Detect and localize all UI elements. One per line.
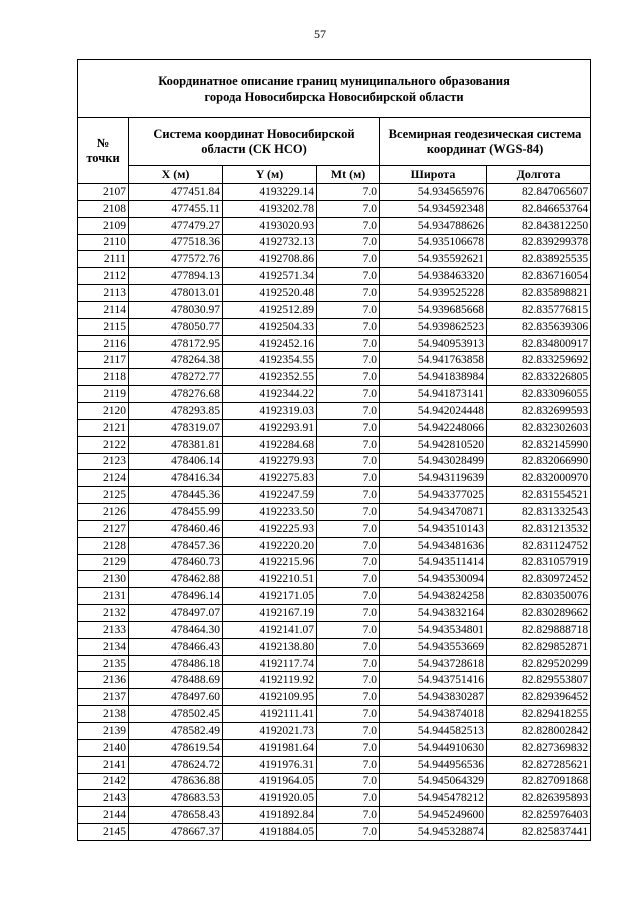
mt-cell: 7.0 — [317, 723, 380, 740]
table-row — [78, 520, 591, 537]
y-cell: 4192021.73 — [223, 723, 317, 740]
y-cell: 4192109.95 — [223, 689, 317, 706]
wgs-system-header-line-1: Всемирная геодезическая система — [388, 126, 582, 141]
x-cell: 478276.68 — [129, 386, 223, 403]
x-cell: 478462.88 — [129, 571, 223, 588]
mt-cell: 7.0 — [317, 419, 380, 436]
table-row — [78, 537, 591, 554]
longitude-cell: 82.826395893 — [487, 790, 591, 807]
longitude-cell: 82.833096055 — [487, 386, 591, 403]
longitude-cell: 82.835639306 — [487, 318, 591, 335]
mt-cell: 7.0 — [317, 588, 380, 605]
x-cell: 478658.43 — [129, 807, 223, 824]
y-cell: 4191976.31 — [223, 756, 317, 773]
longitude-cell: 82.832066990 — [487, 453, 591, 470]
mt-cell: 7.0 — [317, 301, 380, 318]
mt-cell: 7.0 — [317, 352, 380, 369]
table-row — [78, 386, 591, 403]
y-cell: 4192520.48 — [223, 285, 317, 302]
table-row — [78, 504, 591, 521]
longitude-cell: 82.829553807 — [487, 672, 591, 689]
y-cell: 4192284.68 — [223, 436, 317, 453]
x-cell: 477518.36 — [129, 234, 223, 251]
y-cell: 4192344.22 — [223, 386, 317, 403]
longitude-cell: 82.825837441 — [487, 824, 591, 841]
table-row — [78, 790, 591, 807]
x-cell: 478319.07 — [129, 419, 223, 436]
y-cell: 4192354.55 — [223, 352, 317, 369]
point-number-cell: 2132 — [78, 605, 129, 622]
mt-cell: 7.0 — [317, 251, 380, 268]
y-cell: 4192119.92 — [223, 672, 317, 689]
longitude-cell: 82.830350076 — [487, 588, 591, 605]
latitude-cell: 54.943470871 — [380, 504, 487, 521]
point-number-cell: 2120 — [78, 402, 129, 419]
y-cell: 4193229.14 — [223, 184, 317, 201]
latitude-cell: 54.944582513 — [380, 723, 487, 740]
x-cell: 478488.69 — [129, 672, 223, 689]
table-row — [78, 436, 591, 453]
y-cell: 4192352.55 — [223, 369, 317, 386]
y-cell: 4192504.33 — [223, 318, 317, 335]
longitude-cell: 82.831213532 — [487, 520, 591, 537]
table-row — [78, 335, 591, 352]
x-cell: 478582.49 — [129, 723, 223, 740]
point-number-cell: 2144 — [78, 807, 129, 824]
longitude-cell: 82.832000970 — [487, 470, 591, 487]
mt-cell: 7.0 — [317, 790, 380, 807]
point-number-cell: 2131 — [78, 588, 129, 605]
longitude-cell: 82.827285621 — [487, 756, 591, 773]
x-cell: 478667.37 — [129, 824, 223, 841]
y-header: Y (м) — [223, 166, 317, 184]
table-row — [78, 824, 591, 841]
point-number-cell: 2141 — [78, 756, 129, 773]
table-row — [78, 689, 591, 706]
local-system-header-line-1: Система координат Новосибирской — [153, 126, 355, 141]
latitude-cell: 54.943534801 — [380, 621, 487, 638]
point-number-cell: 2145 — [78, 824, 129, 841]
y-cell: 4193020.93 — [223, 217, 317, 234]
mt-cell: 7.0 — [317, 504, 380, 521]
point-number-cell: 2111 — [78, 251, 129, 268]
mt-cell: 7.0 — [317, 436, 380, 453]
x-cell: 478272.77 — [129, 369, 223, 386]
longitude-cell: 82.834800917 — [487, 335, 591, 352]
latitude-cell: 54.942024448 — [380, 402, 487, 419]
point-number-cell: 2137 — [78, 689, 129, 706]
point-number-cell: 2126 — [78, 504, 129, 521]
mt-cell: 7.0 — [317, 335, 380, 352]
table-row — [78, 672, 591, 689]
latitude-cell: 54.945478212 — [380, 790, 487, 807]
mt-cell: 7.0 — [317, 184, 380, 201]
point-number-header — [78, 118, 129, 184]
x-cell: 478619.54 — [129, 739, 223, 756]
latitude-cell: 54.942248066 — [380, 419, 487, 436]
mt-cell: 7.0 — [317, 621, 380, 638]
mt-cell: 7.0 — [317, 807, 380, 824]
latitude-cell: 54.943832164 — [380, 605, 487, 622]
x-cell: 478624.72 — [129, 756, 223, 773]
y-cell: 4192452.16 — [223, 335, 317, 352]
y-cell: 4192732.13 — [223, 234, 317, 251]
x-cell: 478460.46 — [129, 520, 223, 537]
x-cell: 478264.38 — [129, 352, 223, 369]
point-number-cell: 2130 — [78, 571, 129, 588]
y-cell: 4192279.93 — [223, 453, 317, 470]
point-number-cell: 2121 — [78, 419, 129, 436]
mt-cell: 7.0 — [317, 605, 380, 622]
mt-cell: 7.0 — [317, 520, 380, 537]
table-row — [78, 184, 591, 201]
latitude-cell: 54.941873141 — [380, 386, 487, 403]
point-number-cell: 2127 — [78, 520, 129, 537]
mt-cell: 7.0 — [317, 200, 380, 217]
latitude-cell: 54.943119639 — [380, 470, 487, 487]
latitude-cell: 54.942810520 — [380, 436, 487, 453]
table-row — [78, 487, 591, 504]
longitude-cell: 82.831554521 — [487, 487, 591, 504]
table-row — [78, 621, 591, 638]
y-cell: 4192215.96 — [223, 554, 317, 571]
table-row — [78, 369, 591, 386]
y-cell: 4192247.59 — [223, 487, 317, 504]
table-row — [78, 571, 591, 588]
mt-cell: 7.0 — [317, 824, 380, 841]
point-number-cell: 2113 — [78, 285, 129, 302]
longitude-cell: 82.829418255 — [487, 706, 591, 723]
point-number-cell: 2119 — [78, 386, 129, 403]
longitude-cell: 82.829888718 — [487, 621, 591, 638]
y-cell: 4192319.03 — [223, 402, 317, 419]
table-row — [78, 318, 591, 335]
y-cell: 4192512.89 — [223, 301, 317, 318]
latitude-cell: 54.945249600 — [380, 807, 487, 824]
longitude-cell: 82.832145990 — [487, 436, 591, 453]
x-cell: 478683.53 — [129, 790, 223, 807]
point-number-cell: 2112 — [78, 268, 129, 285]
latitude-cell: 54.938463320 — [380, 268, 487, 285]
latitude-cell: 54.939685668 — [380, 301, 487, 318]
x-cell: 478416.34 — [129, 470, 223, 487]
y-cell: 4192220.20 — [223, 537, 317, 554]
mt-cell: 7.0 — [317, 689, 380, 706]
table-row — [78, 756, 591, 773]
y-cell: 4192233.50 — [223, 504, 317, 521]
x-cell: 478502.45 — [129, 706, 223, 723]
latitude-cell: 54.943481636 — [380, 537, 487, 554]
x-cell: 478030.97 — [129, 301, 223, 318]
y-cell: 4191920.05 — [223, 790, 317, 807]
point-number-cell: 2109 — [78, 217, 129, 234]
mt-cell: 7.0 — [317, 773, 380, 790]
table-row — [78, 638, 591, 655]
x-cell: 478455.99 — [129, 504, 223, 521]
longitude-cell: 82.835898821 — [487, 285, 591, 302]
longitude-cell: 82.831332543 — [487, 504, 591, 521]
coordinates-table — [77, 59, 591, 841]
point-number-cell: 2116 — [78, 335, 129, 352]
mt-cell: 7.0 — [317, 554, 380, 571]
y-cell: 4192167.19 — [223, 605, 317, 622]
point-number-cell: 2128 — [78, 537, 129, 554]
local-system-header-line-2: области (СК НСО) — [201, 141, 307, 156]
x-cell: 477455.11 — [129, 200, 223, 217]
x-cell: 477479.27 — [129, 217, 223, 234]
latitude-cell: 54.939525228 — [380, 285, 487, 302]
mt-cell: 7.0 — [317, 318, 380, 335]
latitude-cell: 54.934565976 — [380, 184, 487, 201]
mt-cell: 7.0 — [317, 739, 380, 756]
x-cell: 478172.95 — [129, 335, 223, 352]
mt-cell: 7.0 — [317, 571, 380, 588]
table-row — [78, 402, 591, 419]
longitude-cell: 82.832302603 — [487, 419, 591, 436]
latitude-header: Широта — [380, 166, 487, 184]
longitude-cell: 82.827091868 — [487, 773, 591, 790]
mt-header: Mt (м) — [317, 166, 380, 184]
point-number-cell: 2124 — [78, 470, 129, 487]
table-row — [78, 588, 591, 605]
x-cell: 477572.76 — [129, 251, 223, 268]
table-row — [78, 706, 591, 723]
longitude-cell: 82.830289662 — [487, 605, 591, 622]
longitude-cell: 82.829852871 — [487, 638, 591, 655]
table-row — [78, 605, 591, 622]
mt-cell: 7.0 — [317, 638, 380, 655]
longitude-cell: 82.836716054 — [487, 268, 591, 285]
longitude-cell: 82.831057919 — [487, 554, 591, 571]
point-number-cell: 2114 — [78, 301, 129, 318]
longitude-cell: 82.831124752 — [487, 537, 591, 554]
table-title — [78, 60, 591, 118]
point-number-cell: 2133 — [78, 621, 129, 638]
point-number-cell: 2135 — [78, 655, 129, 672]
longitude-cell: 82.839299378 — [487, 234, 591, 251]
longitude-cell: 82.847065607 — [487, 184, 591, 201]
y-cell: 4192571.34 — [223, 268, 317, 285]
x-cell: 478497.07 — [129, 605, 223, 622]
y-cell: 4192210.51 — [223, 571, 317, 588]
x-cell: 478486.18 — [129, 655, 223, 672]
point-number-cell: 2122 — [78, 436, 129, 453]
latitude-cell: 54.943377025 — [380, 487, 487, 504]
latitude-cell: 54.945064329 — [380, 773, 487, 790]
x-cell: 477894.13 — [129, 268, 223, 285]
point-number-header-line-1: № — [96, 135, 110, 150]
x-cell: 478460.73 — [129, 554, 223, 571]
x-cell: 478496.14 — [129, 588, 223, 605]
x-cell: 478013.01 — [129, 285, 223, 302]
y-cell: 4192708.86 — [223, 251, 317, 268]
mt-cell: 7.0 — [317, 453, 380, 470]
latitude-cell: 54.943553669 — [380, 638, 487, 655]
point-number-cell: 2134 — [78, 638, 129, 655]
longitude-cell: 82.829396452 — [487, 689, 591, 706]
longitude-cell: 82.833259692 — [487, 352, 591, 369]
latitude-cell: 54.943830287 — [380, 689, 487, 706]
point-number-cell: 2142 — [78, 773, 129, 790]
point-number-header-line-2: точки — [86, 150, 120, 165]
table-row — [78, 419, 591, 436]
local-system-header — [129, 118, 380, 166]
point-number-cell: 2136 — [78, 672, 129, 689]
table-row — [78, 301, 591, 318]
title-line-1: Координатное описание границ муниципального образования — [158, 73, 510, 88]
table-row — [78, 268, 591, 285]
latitude-cell: 54.945328874 — [380, 824, 487, 841]
mt-cell: 7.0 — [317, 537, 380, 554]
table-row — [78, 773, 591, 790]
mt-cell: 7.0 — [317, 756, 380, 773]
page-number: 57 — [314, 27, 326, 41]
table-row — [78, 470, 591, 487]
latitude-cell: 54.934788626 — [380, 217, 487, 234]
point-number-cell: 2138 — [78, 706, 129, 723]
longitude-cell: 82.828002842 — [487, 723, 591, 740]
x-cell: 478050.77 — [129, 318, 223, 335]
longitude-cell: 82.846653764 — [487, 200, 591, 217]
latitude-cell: 54.940953913 — [380, 335, 487, 352]
point-number-cell: 2139 — [78, 723, 129, 740]
y-cell: 4191981.64 — [223, 739, 317, 756]
longitude-cell: 82.843812250 — [487, 217, 591, 234]
y-cell: 4192138.80 — [223, 638, 317, 655]
x-cell: 478457.36 — [129, 537, 223, 554]
y-cell: 4192111.41 — [223, 706, 317, 723]
latitude-cell: 54.935106678 — [380, 234, 487, 251]
table-row — [78, 234, 591, 251]
y-cell: 4192171.05 — [223, 588, 317, 605]
point-number-cell: 2123 — [78, 453, 129, 470]
x-cell: 478464.30 — [129, 621, 223, 638]
latitude-cell: 54.941838984 — [380, 369, 487, 386]
mt-cell: 7.0 — [317, 369, 380, 386]
y-cell: 4191884.05 — [223, 824, 317, 841]
latitude-cell: 54.934592348 — [380, 200, 487, 217]
latitude-cell: 54.943874018 — [380, 706, 487, 723]
point-number-cell: 2143 — [78, 790, 129, 807]
mt-cell: 7.0 — [317, 487, 380, 504]
latitude-cell: 54.943824258 — [380, 588, 487, 605]
point-number-cell: 2110 — [78, 234, 129, 251]
mt-cell: 7.0 — [317, 234, 380, 251]
point-number-cell: 2107 — [78, 184, 129, 201]
x-cell: 478445.36 — [129, 487, 223, 504]
table-row — [78, 453, 591, 470]
latitude-cell: 54.939862523 — [380, 318, 487, 335]
latitude-cell: 54.943751416 — [380, 672, 487, 689]
longitude-cell: 82.825976403 — [487, 807, 591, 824]
point-number-cell: 2117 — [78, 352, 129, 369]
latitude-cell: 54.943728618 — [380, 655, 487, 672]
y-cell: 4192275.83 — [223, 470, 317, 487]
table-row — [78, 217, 591, 234]
x-cell: 478497.60 — [129, 689, 223, 706]
latitude-cell: 54.943028499 — [380, 453, 487, 470]
mt-cell: 7.0 — [317, 470, 380, 487]
table-row — [78, 554, 591, 571]
y-cell: 4191964.05 — [223, 773, 317, 790]
table-body — [78, 184, 591, 841]
point-number-cell: 2125 — [78, 487, 129, 504]
longitude-header: Долгота — [487, 166, 591, 184]
x-header: X (м) — [129, 166, 223, 184]
point-number-cell: 2115 — [78, 318, 129, 335]
longitude-cell: 82.833226805 — [487, 369, 591, 386]
mt-cell: 7.0 — [317, 672, 380, 689]
table-row — [78, 655, 591, 672]
table-row — [78, 200, 591, 217]
table-row — [78, 251, 591, 268]
mt-cell: 7.0 — [317, 285, 380, 302]
point-number-cell: 2140 — [78, 739, 129, 756]
wgs-system-header-line-2: координат (WGS-84) — [426, 141, 544, 156]
longitude-cell: 82.827369832 — [487, 739, 591, 756]
latitude-cell: 54.935592621 — [380, 251, 487, 268]
x-cell: 478381.81 — [129, 436, 223, 453]
x-cell: 478406.14 — [129, 453, 223, 470]
longitude-cell: 82.835776815 — [487, 301, 591, 318]
table-row — [78, 285, 591, 302]
x-cell: 478636.88 — [129, 773, 223, 790]
longitude-cell: 82.830972452 — [487, 571, 591, 588]
y-cell: 4192293.91 — [223, 419, 317, 436]
table-row — [78, 723, 591, 740]
latitude-cell: 54.943530094 — [380, 571, 487, 588]
y-cell: 4192117.74 — [223, 655, 317, 672]
x-cell: 478466.43 — [129, 638, 223, 655]
latitude-cell: 54.944956536 — [380, 756, 487, 773]
mt-cell: 7.0 — [317, 706, 380, 723]
y-cell: 4192225.93 — [223, 520, 317, 537]
point-number-cell: 2129 — [78, 554, 129, 571]
y-cell: 4191892.84 — [223, 807, 317, 824]
y-cell: 4193202.78 — [223, 200, 317, 217]
table-row — [78, 739, 591, 756]
longitude-cell: 82.838925535 — [487, 251, 591, 268]
mt-cell: 7.0 — [317, 402, 380, 419]
x-cell: 478293.85 — [129, 402, 223, 419]
wgs-system-header — [380, 118, 591, 166]
y-cell: 4192141.07 — [223, 621, 317, 638]
longitude-cell: 82.829520299 — [487, 655, 591, 672]
x-cell: 477451.84 — [129, 184, 223, 201]
mt-cell: 7.0 — [317, 217, 380, 234]
latitude-cell: 54.943511414 — [380, 554, 487, 571]
latitude-cell: 54.941763858 — [380, 352, 487, 369]
title-line-2: города Новосибирска Новосибирской области — [204, 89, 464, 104]
longitude-cell: 82.832699593 — [487, 402, 591, 419]
point-number-cell: 2118 — [78, 369, 129, 386]
table-row — [78, 352, 591, 369]
mt-cell: 7.0 — [317, 655, 380, 672]
point-number-cell: 2108 — [78, 200, 129, 217]
mt-cell: 7.0 — [317, 268, 380, 285]
mt-cell: 7.0 — [317, 386, 380, 403]
latitude-cell: 54.944910630 — [380, 739, 487, 756]
latitude-cell: 54.943510143 — [380, 520, 487, 537]
table-row — [78, 807, 591, 824]
